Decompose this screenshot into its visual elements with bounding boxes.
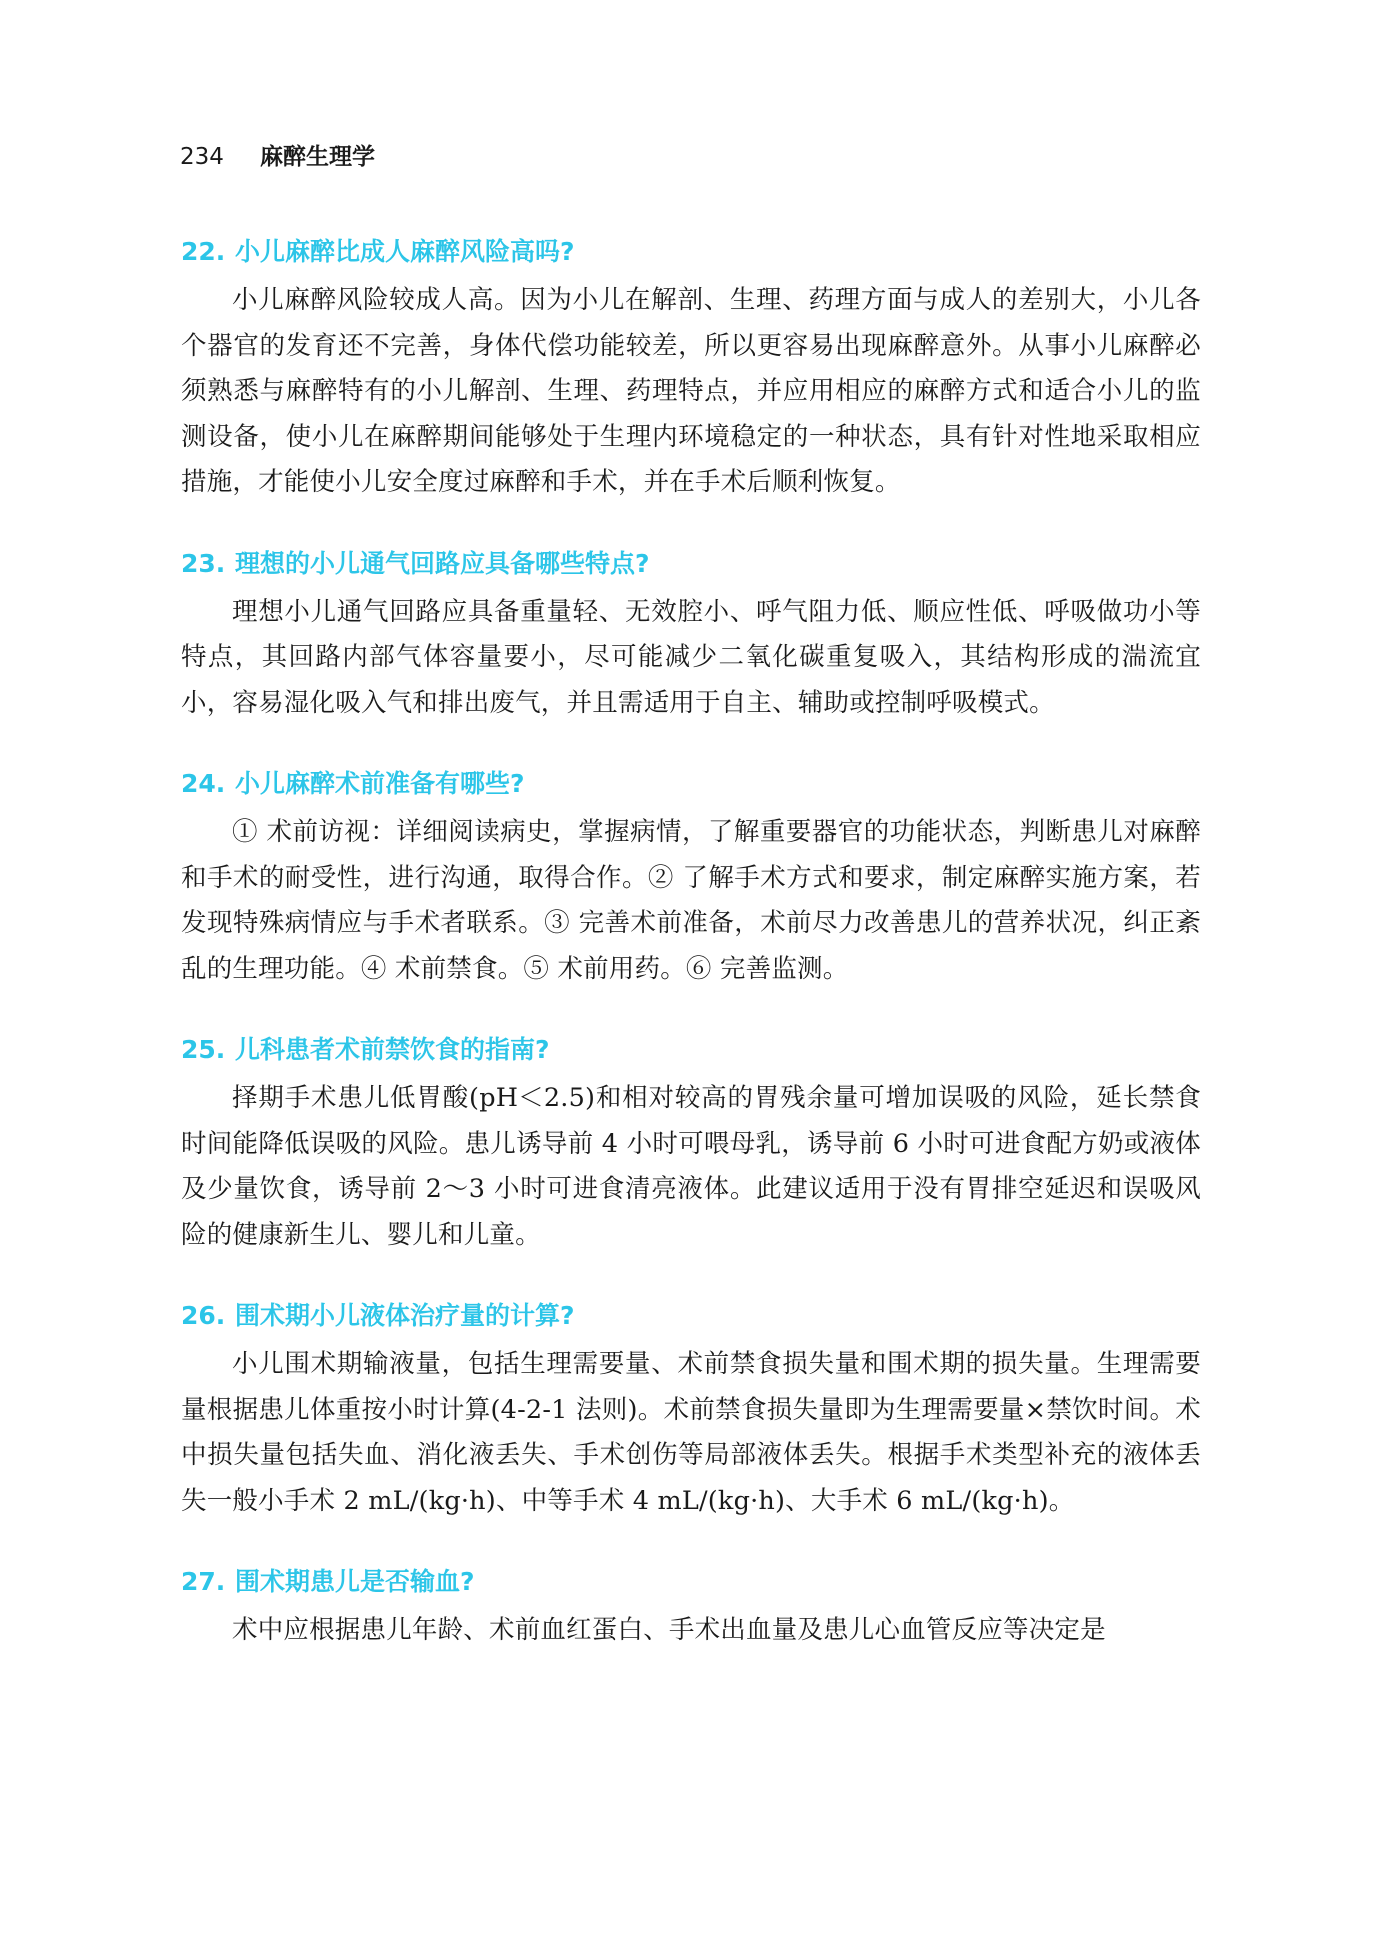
answer-paragraph: 术中应根据患儿年龄、术前血红蛋白、手术出血量及患儿心血管反应等决定是 <box>232 1615 1106 1645</box>
question-number: 22. <box>181 237 226 266</box>
question-section-22 <box>181 232 1201 506</box>
question-number: 25. <box>181 1035 226 1064</box>
question-number: 26. <box>181 1301 226 1330</box>
answer-paragraph: 择期手术患儿低胃酸(pH＜2.5)和相对较高的胃残余量可增加误吸的风险，延长禁食时间能降低误吸的风险。患儿诱导前 4 小时可喂母乳，诱导前 6 小时可进食配方奶或液体及少量饮食，诱导前 2～3 小时可进食清亮液体。此建议适用于没有胃排空延迟和误吸风险的健康新生儿、婴儿和儿童。 <box>181 1083 1201 1250</box>
book-title: 麻醉生理学 <box>260 144 375 170</box>
question-heading <box>181 1562 1201 1602</box>
question-section-25 <box>181 1030 1201 1258</box>
question-section-24 <box>181 764 1201 992</box>
question-heading <box>181 544 1201 584</box>
question-title: 儿科患者术前禁饮食的指南? <box>235 1035 550 1064</box>
page-number: 234 <box>180 144 224 170</box>
answer-paragraph: 小儿麻醉风险较成人高。因为小儿在解剖、生理、药理方面与成人的差别大，小儿各个器官的发育还不完善，身体代偿功能较差，所以更容易出现麻醉意外。从事小儿麻醉必须熟悉与麻醉特有的小儿解剖、生理、药理特点，并应用相应的麻醉方式和适合小儿的监测设备，使小儿在麻醉期间能够处于生理内环境稳定的一种状态，具有针对性地采取相应措施，才能使小儿安全度过麻醉和手术，并在手术后顺利恢复。 <box>181 285 1201 497</box>
question-heading <box>181 764 1201 804</box>
question-heading <box>181 1296 1201 1336</box>
answer-paragraph: 理想小儿通气回路应具备重量轻、无效腔小、呼气阻力低、顺应性低、呼吸做功小等特点，其回路内部气体容量要小，尽可能减少二氧化碳重复吸入，其结构形成的湍流宜小，容易湿化吸入气和排出废气，并且需适用于自主、辅助或控制呼吸模式。 <box>181 596 1201 718</box>
question-section-27 <box>181 1562 1201 1654</box>
question-heading <box>181 232 1201 272</box>
question-heading <box>181 1030 1201 1070</box>
question-title: 理想的小儿通气回路应具备哪些特点? <box>235 548 650 578</box>
answer-paragraph: ① 术前访视：详细阅读病史，掌握病情，了解重要器官的功能状态，判断患儿对麻醉和手术的耐受性，进行沟通，取得合作。② 了解手术方式和要求，制定麻醉实施方案，若发现特殊病情应与手术者联系。③ 完善术前准备，术前尽力改善患儿的营养状况，纠正紊乱的生理功能。④ 术前禁食。⑤ 术前用药。⑥ 完善监测。 <box>181 817 1201 984</box>
question-title: 小儿麻醉比成人麻醉风险高吗? <box>235 237 575 266</box>
question-title: 围术期小儿液体治疗量的计算? <box>235 1301 575 1330</box>
question-number: 24. <box>181 769 226 798</box>
question-section-23 <box>181 544 1201 727</box>
question-section-26 <box>181 1296 1201 1524</box>
question-title: 围术期患儿是否输血? <box>235 1567 475 1596</box>
question-title: 小儿麻醉术前准备有哪些? <box>235 769 525 798</box>
running-head <box>180 138 375 171</box>
page-content <box>181 232 1201 1692</box>
question-number: 23. <box>181 548 226 578</box>
answer-paragraph: 小儿围术期输液量，包括生理需要量、术前禁食损失量和围术期的损失量。生理需要量根据患儿体重按小时计算(4-2-1 法则)。术前禁食损失量即为生理需要量×禁饮时间。术中损失量包括失血、消化液丢失、手术创伤等局部液体丢失。根据手术类型补充的液体丢失一般小手术 2 mL/(kg·h)、中等手术 4 mL/(kg·h)、大手术 6 mL/(kg·h)。 <box>181 1349 1201 1516</box>
question-number: 27. <box>181 1567 226 1596</box>
